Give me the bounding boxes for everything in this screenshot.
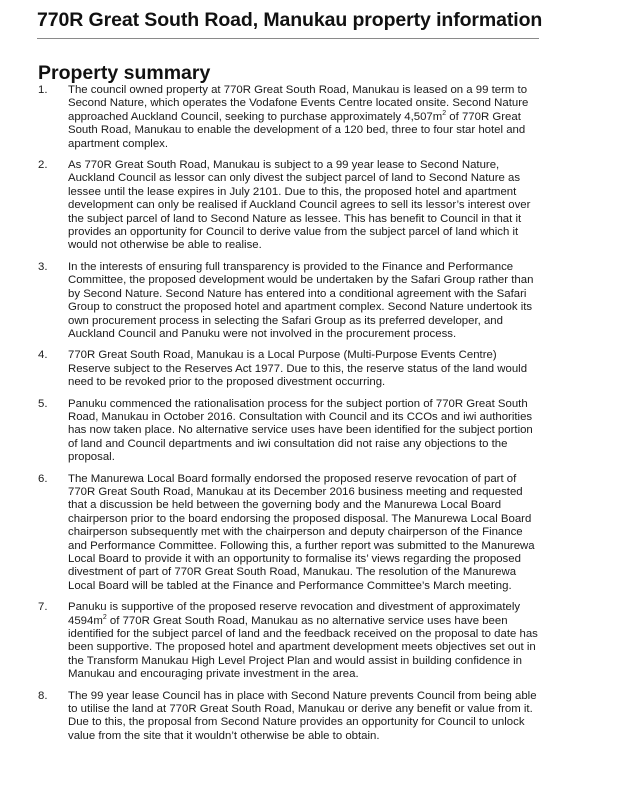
item-text: Panuku commenced the rationalisation process for the subject portion of 770R Great South Road, Manukau in October 2016. Consultation with Council and its CCOs and iwi authorities has now taken place. No alternative service uses have been identified for the subject portion of land and Council departments and iwi consultation did not raise any objections to the proposal. [68,397,533,464]
item-number: 3. [38,260,48,273]
item-number: 7. [38,601,48,614]
title-divider [37,38,539,39]
item-number: 5. [38,397,48,410]
section-heading-property-summary: Property summary [38,62,211,84]
item-number: 8. [38,689,48,702]
item-text: The Manurewa Local Board formally endorsed the proposed reserve revocation of part of 770R Great South Road, Manukau at its December 2016 business meeting and requested that a discussion be held between the governing body and the Manurewa Local Board chairperson prior to the board endorsing the proposed disposal. The Manurewa Local Board chairperson subsequently met with the chairperson and deputy chairperson of the Finance and Performance Committee. Following this, a further report was submitted to the Manurewa Local Board to provide it with an opportunity to formalise its’ views regarding the proposed divestment of part of 770R Great South Road, Manukau. The resolution of the Manurewa Local Board will be tabled at the Finance and Performance Committee’s March meeting. [68,472,535,592]
item-text-part: The council owned property at 770R Great South Road, Manukau is leased on a 99 term to Second Nature, which operates the Vodafone Events Centre located onsite. Second Nature approached Auckland Council, seeking to purchase approximately 4,507m [68,84,529,123]
item-text [68,601,538,681]
item-text: In the interests of ensuring full transparency is provided to the Finance and Performance Committee, the proposed development would be undertaken by the Safari Group rather than by Second Nature. Second Nature has entered into a conditional agreement with the Safari Group to construct the proposed hotel and apartment complex. Second Nature undertook its own procurement process in selecting the Safari Group as its preferred developer, and Auckland Council and Panuku were not involved in the procurement process. [68,260,534,340]
item-text-part: of 770R Great South Road, Manukau to enable the development of a 120 bed, three to four star hotel and apartment complex. [68,110,526,150]
item-number: 6. [38,472,48,485]
item-number: 4. [38,349,48,362]
item-text [68,84,538,151]
list-item-1 [38,84,538,151]
item-text-part: Panuku is supportive of the proposed reserve revocation and divestment of approximately 4594m [68,601,521,627]
list-item-2 [38,159,538,253]
item-number: 2. [38,159,48,172]
superscript: 2 [102,613,107,621]
property-summary-list [38,84,538,751]
page-title: 770R Great South Road, Manukau property information [37,9,543,31]
item-number: 1. [38,84,48,96]
list-item-6 [38,473,538,594]
list-item-4 [38,349,538,389]
list-item-3 [38,261,538,341]
list-item-5 [38,398,538,465]
item-text: As 770R Great South Road, Manukau is subject to a 99 year lease to Second Nature, Auckland Council as lessor can only divest the subject parcel of land to Second Nature as lessee until the lease expires in July 2101. Due to this, the proposed hotel and apartment development can only be realised if Auckland Council agrees to sell its lessor’s interest over the subject parcel of land to Second Nature as lessee. This has benefit to Council in that it provides an opportunity for Council to derive value from the subject parcel of land which it would not otherwise be able to realise. [68,159,531,252]
list-item-7 [38,601,538,681]
item-text: 770R Great South Road, Manukau is a Local Purpose (Multi-Purpose Events Centre) Reserve subject to the Reserves Act 1977. Due to this, the reserve status of the land would need to be revoked prior to the proposed divestment occurring. [68,349,528,389]
item-text-part: of 770R Great South Road, Manukau as no alternative service uses have been identified for the subject parcel of land and the feedback received on the proposal to date has been supportive. The proposed hotel and apartment development meets objectives set out in the Transform Manukau High Level Project Plan and would assist in building confidence in Manukau and encouraging private investment in the area. [68,614,538,681]
list-item-8 [38,690,538,744]
item-text: The 99 year lease Council has in place with Second Nature prevents Council from being able to utilise the land at 770R Great South Road, Manukau or derive any benefit or value from it. Due to this, the proposal from Second Nature provides an opportunity for Council to unlock value from the site that it wouldn’t otherwise be able to obtain. [68,689,537,742]
superscript: 2 [442,110,447,118]
